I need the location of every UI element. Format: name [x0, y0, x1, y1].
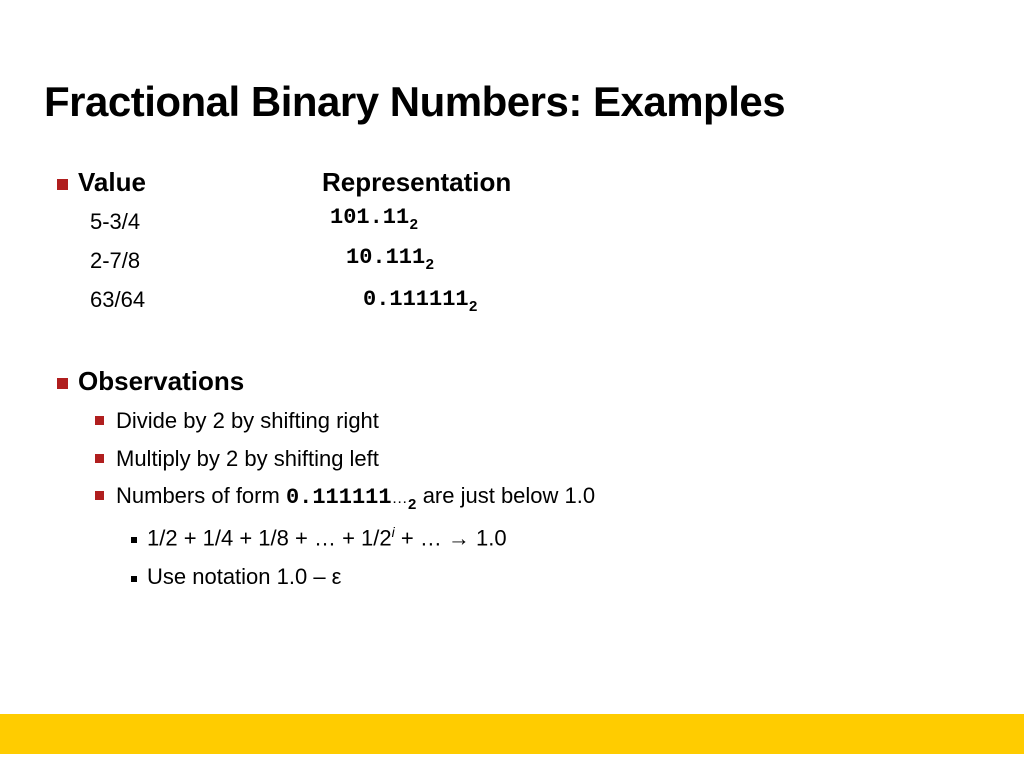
representation-row-3-base: 2	[468, 299, 478, 316]
subobservation-1-after: + … → 1.0	[394, 525, 507, 551]
value-row-2: 2-7/8	[90, 248, 141, 273]
observation-3	[116, 483, 595, 514]
observation-2: Multiply by 2 by shifting left	[116, 446, 379, 471]
subobservation-1-exponent: i	[391, 524, 395, 540]
value-row-1: 5-3/4	[90, 209, 141, 234]
bullet-value	[57, 179, 68, 190]
bullet-observation-2	[95, 454, 104, 463]
observation-3-code: 0.111111	[285, 485, 392, 510]
representation-heading: Representation	[322, 167, 512, 197]
representation-row-2-digits: 10.111	[346, 245, 426, 270]
observation-3-base: 2	[407, 497, 417, 514]
bullet-observation-3	[95, 491, 104, 500]
representation-row-1	[330, 205, 418, 234]
observation-1: Divide by 2 by shifting right	[116, 408, 379, 433]
bullet-subobservation-2	[131, 576, 137, 582]
subobservation-1-before: 1/2 + 1/4 + 1/8 + … + 1/2	[147, 525, 392, 551]
slide-title: Fractional Binary Numbers: Examples	[44, 78, 786, 125]
value-row-3: 63/64	[90, 287, 146, 312]
representation-row-1-base: 2	[409, 217, 419, 234]
representation-row-1-digits: 101.11	[330, 205, 410, 230]
value-heading: Value	[78, 167, 146, 197]
representation-row-2	[346, 245, 434, 274]
observation-3-prefix: Numbers of form	[116, 483, 286, 508]
subobservation-2: Use notation 1.0 – ε	[147, 564, 342, 589]
footer-bar	[0, 714, 1024, 754]
representation-row-3-digits: 0.111111	[363, 287, 469, 312]
representation-row-2-base: 2	[425, 257, 435, 274]
observation-3-suffix: are just below 1.0	[416, 483, 596, 508]
subobservation-1	[147, 524, 507, 551]
bullet-observation-1	[95, 416, 104, 425]
observations-heading: Observations	[78, 366, 245, 396]
bullet-subobservation-1	[131, 537, 137, 543]
observation-3-ellipsis: …	[391, 490, 408, 507]
bullet-observations	[57, 378, 68, 389]
representation-row-3	[363, 287, 478, 316]
